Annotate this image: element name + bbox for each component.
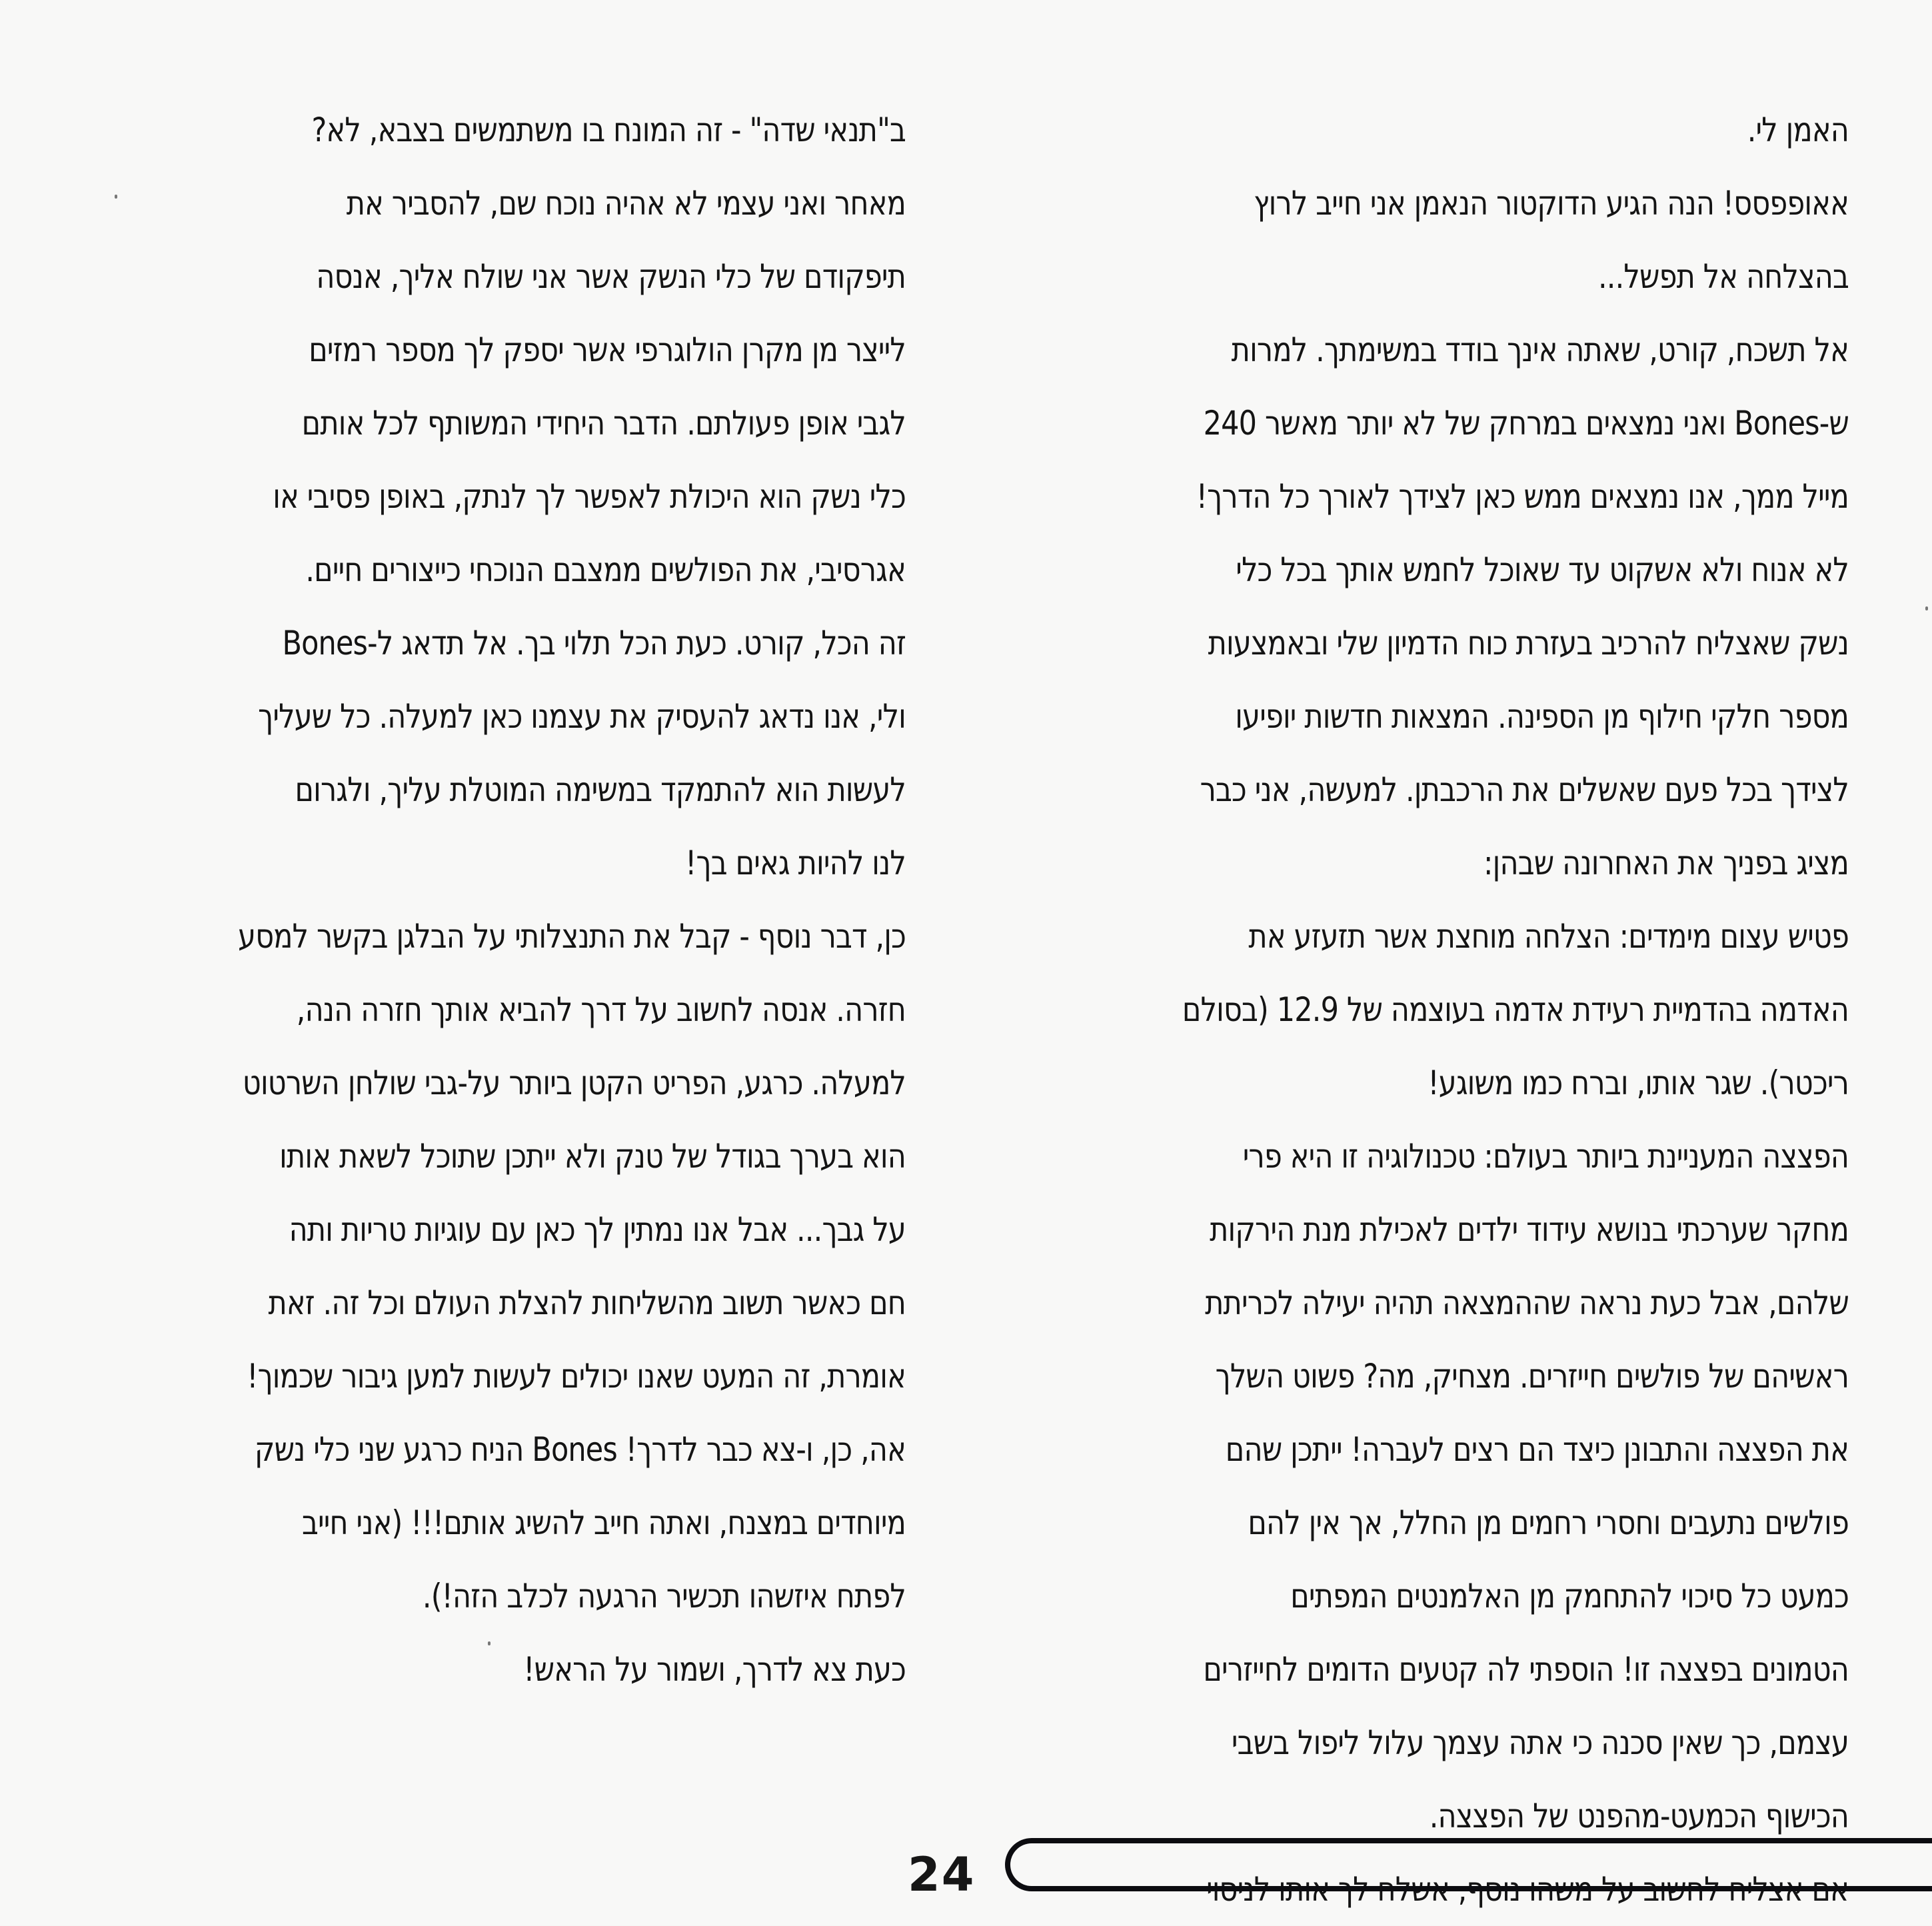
text-line: כלי נשק הוא היכולת לאפשר לך לנתק, באופן פסיבי או <box>273 477 906 516</box>
text-line: מאחר ואני עצמי לא אהיה נוכח שם, להסביר את <box>346 184 906 223</box>
text-line: פטיש עצום מימדים: הצלחה מוחצת אשר תזעזע את <box>1248 917 1849 956</box>
text-line: עצמם, כך שאין סכנה כי אתה עצמך עלול ליפול בשבי <box>1231 1723 1849 1762</box>
text-line: על גבך... אבל אנו נמתין לך כאן עם עוגיות טריות ותה <box>289 1210 906 1249</box>
text-line: הטמונים בפצצה זו! הוספתי לה קטעים הדומים לחייזרים <box>1203 1650 1849 1689</box>
text-line: האמן לי. <box>1747 111 1849 149</box>
text-line: מיוחדים במצנח, ואתה חייב להשיג אותם!!! (אני חייב <box>301 1503 906 1542</box>
text-line: לנו להיות גאים בך! <box>685 844 906 882</box>
right-text-column <box>1022 93 1849 1926</box>
text-line: מייל ממך, אנו נמצאים ממש כאן לצידך לאורך כל הדרך! <box>1196 477 1849 516</box>
text-line: זה הכל, קורט. כעת הכל תלוי בך. אל תדאג ל-Bones <box>282 624 906 662</box>
text-line: תיפקודם של כלי הנשק אשר אני שולח אליך, אנסה <box>316 257 906 296</box>
text-line: מציג בפניך את האחרונה שבהן: <box>1483 844 1849 882</box>
text-line: נשק שאצליח להרכיב בעזרת כוח הדמיון שלי ובאמצעות <box>1208 624 1849 662</box>
text-line: ריכטר). שגר אותו, וברח כמו משוגע! <box>1428 1064 1849 1102</box>
text-line: מספר חלקי חילוף מן הספינה. המצאות חדשות יופיעו <box>1235 697 1849 736</box>
text-line: שלהם, אבל כעת נראה שההמצאה תהיה יעילה לכריתת <box>1205 1284 1849 1322</box>
text-line: הוא בערך בגודל של טנק ולא ייתכן שתוכל לשאת אותו <box>279 1137 906 1176</box>
text-line: הכישוף הכמעט-מהפנט של הפצצה. <box>1429 1797 1849 1835</box>
text-line: לצידך בכל פעם שאשלים את הרכבתן. למעשה, אני כבר <box>1200 770 1849 809</box>
text-line: לייצר מן מקרן הולוגרפי אשר יספק לך מספר רמזים <box>309 331 906 369</box>
text-line: ש-Bones ואני נמצאים במרחק של לא יותר מאשר 240 <box>1203 404 1849 443</box>
text-line: האדמה בהדמיית רעידת אדמה בעוצמה של 12.9 (בסולם <box>1182 990 1849 1029</box>
scan-speck <box>115 195 117 199</box>
text-line: כן, דבר נוסף - קבל את התנצלותי על הבלגן בקשר למסע <box>238 917 906 956</box>
text-line: ולי, אנו נדאג להעסיק את עצמנו כאן למעלה. כל שעליך <box>258 697 906 736</box>
text-line: את הפצצה והתבונן כיצד הם רצים לעברה! ייתכן שהם <box>1225 1430 1849 1469</box>
text-line: ראשיהם של פולשים חייזרים. מצחיק, מה? פשוט השלך <box>1215 1357 1849 1396</box>
text-line: למעלה. כרגע, הפריט הקטן ביותר על-גבי שולחן השרטוט <box>242 1064 906 1102</box>
text-line: לפתח איזשהו תכשיר הרגעה לכלב הזה!). <box>422 1577 906 1615</box>
text-line: אאופפסס! הנה הגיע הדוקטור הנאמן אני חייב לרוץ <box>1254 184 1849 223</box>
text-line: אומרת, זה המעט שאנו יכולים לעשות למען גיבור שכמוך! <box>247 1357 906 1396</box>
text-line: בהצלחה אל תפשל... <box>1597 257 1849 296</box>
text-line: כעת צא לדרך, ושמור על הראש! <box>523 1650 906 1689</box>
text-line: הפצצה המעניינת ביותר בעולם: טכנולוגיה זו היא פרי <box>1242 1137 1849 1176</box>
scan-speck <box>1925 606 1928 610</box>
text-line: אם אצליח לחשוב על משהו נוסף, אשלח לך אותו לניסוי <box>1206 1870 1849 1909</box>
text-line: לעשות הוא להתמקד במשימה המוטלת עליך, ולגרום <box>295 770 906 809</box>
text-line: לא אנוח ולא אשקוט עד שאוכל לחמש אותך בכל כלי <box>1236 550 1849 589</box>
footer-decorative-bar <box>1005 1838 1932 1891</box>
text-line: ב"תנאי שדה" - זה המונח בו משתמשים בצבא, לא? <box>311 111 906 149</box>
text-line: לגבי אופן פעולתם. הדבר היחידי המשותף לכל אותם <box>301 404 906 443</box>
text-line: חם כאשר תשוב מהשליחות להצלת העולם וכל זה. זאת <box>268 1284 906 1322</box>
page-number: 24 <box>908 1847 976 1902</box>
text-line: אל תשכח, קורט, שאתה אינך בודד במשימתך. למרות <box>1231 331 1849 369</box>
text-line: כמעט כל סיכוי להתחמק מן האלמנטים המפתים <box>1290 1577 1849 1615</box>
left-text-column <box>79 93 906 1706</box>
scan-speck <box>488 1641 490 1645</box>
text-line: חזרה. אנסה לחשוב על דרך להביא אותך חזרה הנה, <box>296 990 906 1029</box>
text-line: אה, כן, ו-צא כבר לדרך! Bones הניח כרגע שני כלי נשק <box>254 1430 906 1469</box>
text-line: פולשים נתעבים וחסרי רחמים מן החלל, אך אין להם <box>1248 1503 1849 1542</box>
text-line: מחקר שערכתי בנושא עידוד ילדים לאכילת מנת הירקות <box>1210 1210 1849 1249</box>
text-line: אגרסיבי, את הפולשים ממצבם הנוכחי כייצורים חיים. <box>305 550 906 589</box>
